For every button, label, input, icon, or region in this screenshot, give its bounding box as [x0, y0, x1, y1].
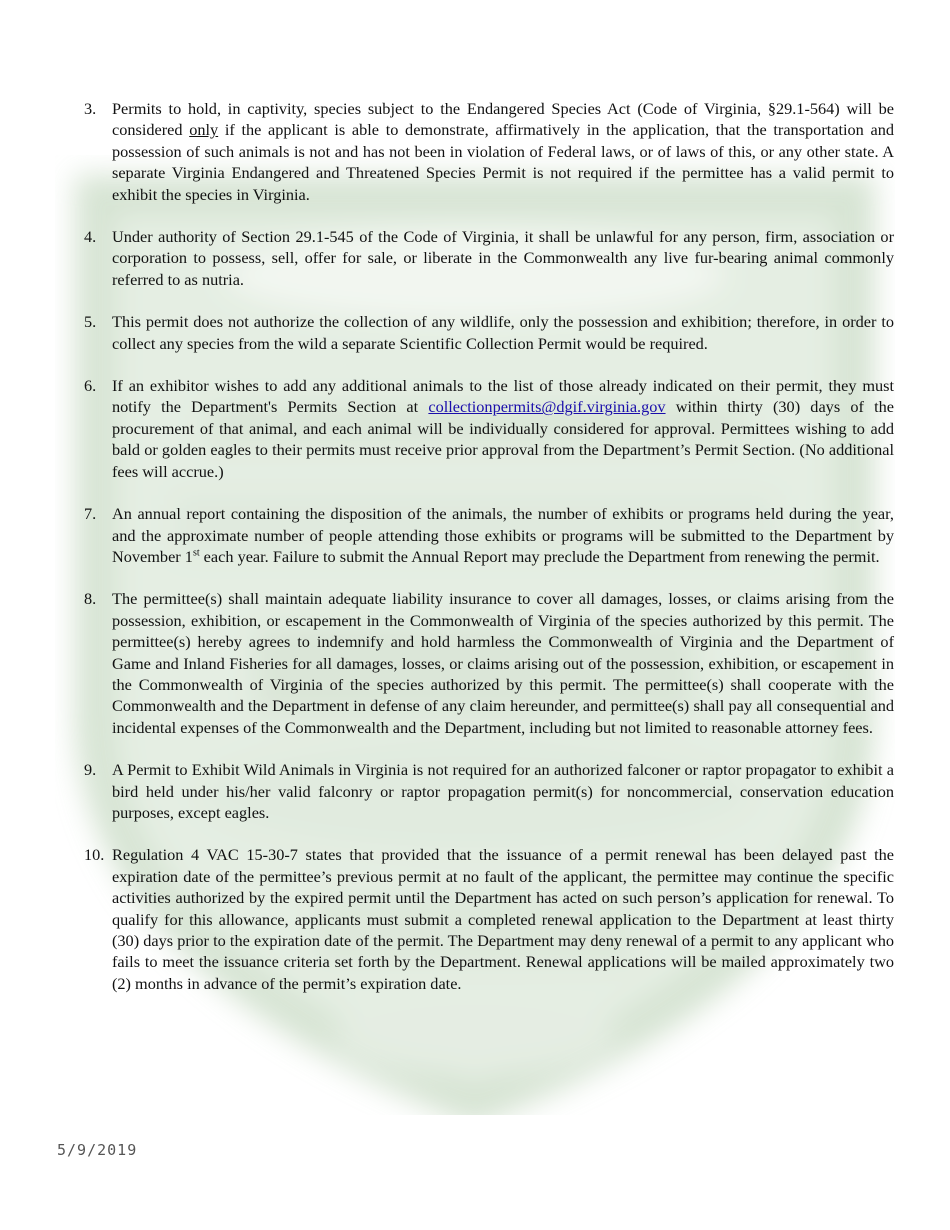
condition-text: Permits to hold, in captivity, species subject to the Endangered Species Act (Code of Virginia, §29.1-564) will be considered only if the applicant is able to demonstrate, affirmatively in the application, that the transportation and possession of such animals is not and has not been in violation of Federal laws, or of laws of this, or any other state. A separate Virginia Endangered and Threatened Species Permit is not required if the permittee has a valid permit to exhibit the species in Virginia.: [112, 99, 895, 204]
condition-number: 3.: [84, 99, 97, 118]
condition-number: 4.: [84, 227, 97, 247]
condition-item-9: [84, 759, 894, 823]
condition-number: 7.: [84, 504, 97, 524]
condition-item-4: [84, 226, 894, 290]
condition-number: 8.: [84, 589, 97, 609]
ordinal-suffix: st: [192, 547, 200, 559]
condition-item-5: [84, 311, 894, 354]
footer-date: 5/9/2019: [57, 1141, 138, 1159]
condition-number: 6.: [84, 376, 97, 396]
condition-text: This permit does not authorize the collection of any wildlife, only the possession and exhibition; therefore, in order to collect any species from the wild a separate Scientific Collection Permit would be required.: [112, 312, 894, 353]
condition-item-3: [84, 98, 894, 205]
permit-conditions-list: [84, 98, 894, 1015]
underlined-only: only: [189, 120, 219, 140]
condition-number: 10.: [84, 845, 105, 865]
condition-item-7: [84, 503, 894, 567]
condition-text: An annual report containing the disposition of the animals, the number of exhibits or programs held during the year, and the approximate number of people attending those exhibits or programs will be submitted to the Department by November 1st each year. Failure to submit the Annual Report may preclude the Department from renewing the permit.: [112, 504, 894, 566]
condition-text: Regulation 4 VAC 15-30-7 states that provided that the issuance of a permit renewal has been delayed past the expiration date of the permittee’s previous permit at no fault of the applicant, the permittee may continue the specific activities authorized by the expired permit until the Department has acted on such person’s application for renewal. To qualify for this allowance, applicants must submit a completed renewal application to the Department at least thirty (30) days prior to the expiration date of the permit. The Department may deny renewal of a permit to any applicant who fails to meet the issuance criteria set forth by the Department. Renewal applications will be mailed approximately two (2) months in advance of the permit’s expiration date.: [112, 845, 894, 993]
condition-text: The permittee(s) shall maintain adequate liability insurance to cover all damages, losses, or claims arising from the possession, exhibition, or escapement in the Commonwealth of Virginia of the species authorized by this permit. The permittee(s) hereby agrees to indemnify and hold harmless the Commonwealth of Virginia and the Department of Game and Inland Fisheries for all damages, losses, or claims arising out of the possession, exhibition, or escapement in the Commonwealth of Virginia of the species authorized by this permit. The permittee(s) shall cooperate with the Commonwealth and the Department in defense of any claim hereunder, and permittee(s) shall pay all consequential and incidental expenses of the Commonwealth and the Department, including but not limited to reasonable attorney fees.: [112, 589, 894, 737]
condition-item-8: [84, 588, 894, 738]
condition-number: 5.: [84, 312, 97, 332]
condition-text: Under authority of Section 29.1-545 of the Code of Virginia, it shall be unlawful for any person, firm, association or corporation to possess, sell, offer for sale, or liberate in the Commonwealth any live fur-bearing animal commonly referred to as nutria.: [112, 227, 894, 289]
condition-item-6: [84, 375, 894, 482]
condition-text: A Permit to Exhibit Wild Animals in Virginia is not required for an authorized falconer or raptor propagator to exhibit a bird held under his/her valid falconry or raptor propagation permit(s) for noncommercial, conservation education purposes, except eagles.: [112, 760, 894, 822]
condition-item-10: [84, 844, 894, 994]
condition-text: If an exhibitor wishes to add any additional animals to the list of those already indicated on their permit, they must notify the Department's Permits Section at collectionpermits@dgif.virginia.gov within thirty (30) days of the procurement of that animal, and each animal will be individually considered for approval. Permittees wishing to add bald or golden eagles to their permits must receive prior approval from the Department’s Permit Section. (No additional fees will accrue.): [112, 376, 894, 481]
condition-number: 9.: [84, 760, 97, 780]
permits-email-link[interactable]: collectionpermits@dgif.virginia.gov: [428, 397, 666, 417]
